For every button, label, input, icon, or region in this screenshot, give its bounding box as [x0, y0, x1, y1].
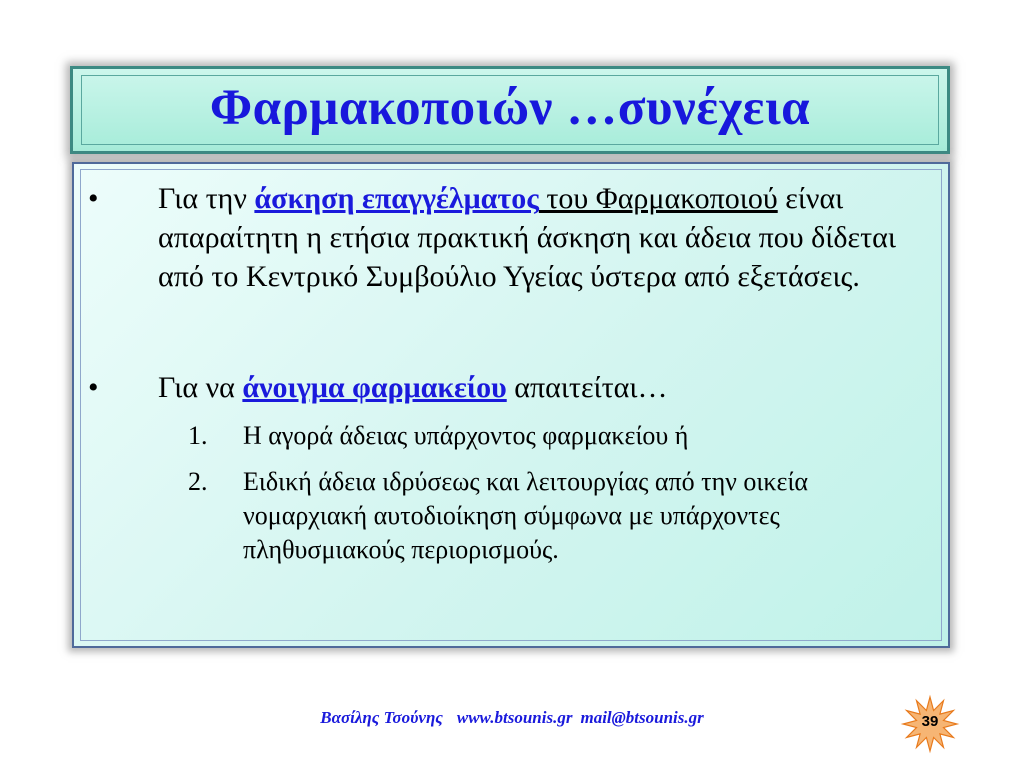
item-number: 1. — [188, 421, 208, 450]
keyword-link[interactable]: άσκηση επαγγέλματος — [254, 182, 539, 215]
item-number: 2. — [188, 467, 208, 496]
item-text: Η αγορά άδειας υπάρχοντος φαρμακείου ή — [243, 421, 689, 450]
bullet-text — [158, 368, 948, 407]
slide-title: Φαρμακοποιών …συνέχεια — [209, 80, 811, 136]
bullet-pre-text: Για να — [158, 371, 243, 404]
footer-author: Βασίλης Τσούνης — [320, 708, 443, 727]
underlined-text: του Φαρμακοποιού — [538, 182, 778, 215]
item-text: Ειδική άδεια ιδρύσεως και λειτουργίας από την οικεία νομαρχιακή αυτοδιοίκηση σύμφωνα με υπάρχοντες πληθυσμιακούς περιορισμούς. — [243, 467, 809, 564]
bullet-rest-text: απαιτείται… — [506, 371, 668, 404]
page-number: 39 — [921, 713, 939, 730]
footer-website[interactable]: www.btsounis.gr — [456, 708, 573, 727]
title-banner — [70, 66, 950, 154]
footer-email[interactable]: mail@btsounis.gr — [580, 708, 704, 727]
page-number-badge — [900, 694, 960, 754]
bullet-rest-text: είναι απαραίτητη η ετήσια πρακτική άσκηση και άδεια που δίδεται από το Κεντρικό Συμβούλιο Υγείας ύστερα από εξετάσεις. — [158, 182, 896, 293]
content-panel — [72, 162, 950, 648]
bullet-pre-text: Για την — [158, 182, 255, 215]
bullet-marker: • — [88, 182, 99, 215]
keyword-link[interactable]: άνοιγμα φαρμακείου — [242, 371, 507, 404]
bullet-marker: • — [88, 371, 99, 404]
bullet-text — [158, 179, 948, 296]
footer — [0, 708, 1024, 728]
